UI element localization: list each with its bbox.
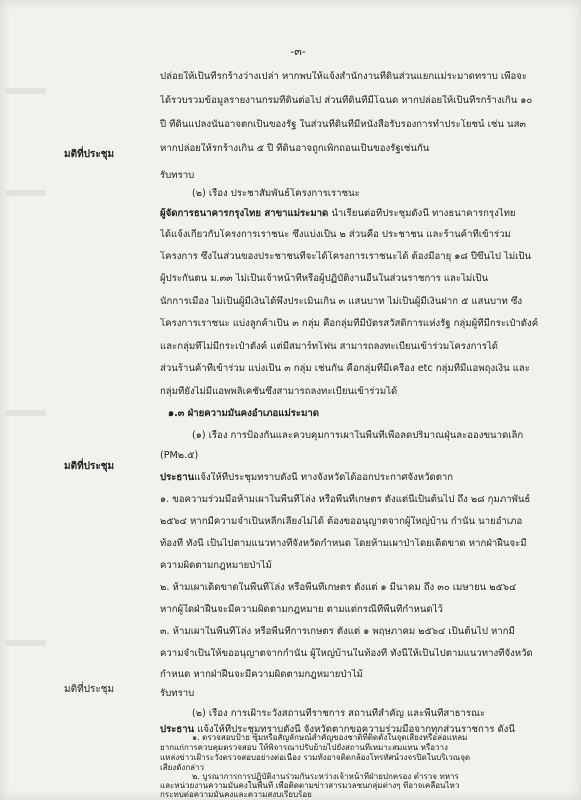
section-heading: ๑.๓ ฝ่ายความมั่นคงอำเภอแม่ระมาด [168, 408, 320, 419]
text-line: (๑) เรื่อง การป้องกันและควบคุมการเผาในพื้นที่เพื่อลดปริมาณฝุ่นละอองขนาดเล็ก [192, 430, 524, 441]
text-span: นำเรียนต่อที่ประชุมดังนี้ ทางธนาคารกรุงไทย [328, 208, 516, 219]
text-line: ท้องที่ ทั้งนี้ เป็นไปตามแนวทางที่จังหวัดกำหนด โดยห้ามเผาป่าโดยเด็ดขาด หากฝ่าฝืนจะมี [160, 538, 527, 549]
text-line: ส่วนร้านค้าที่เข้าร่วม แบ่งเป็น ๓ กลุ่ม เช่นกัน คือกลุ่มที่มีเครื่อง etc กลุ่มที่มีแอพถุงเงิน และ [160, 363, 530, 374]
resolution-label: มติที่ประชุม [64, 149, 115, 160]
bleed-through-mark [6, 410, 46, 416]
text-line: ๓. ห้ามเผาในพื้นที่โล่ง หรือพื้นที่การเกษตร ตั้งแต่ ๑ พฤษภาคม ๒๕๖๔ เป็นต้นไป หากมี [160, 626, 515, 637]
speaker-label: ประธาน [160, 724, 195, 735]
text-line: แหล่งข่าวเฝ้าระวังตรวจสอบอย่างต่อเนื่อง รวมทั้งอาจติดกล้องโทรทัศน์วงจรปิดในบริเวณจุด [160, 753, 471, 762]
text-line: รับทราบ [160, 170, 195, 181]
text-line: ๒. บูรณาการการปฏิบัติงานร่วมกันระหว่างเจ้าหน้าที่ฝ่ายปกครอง ตำรวจ ทหาร [192, 772, 459, 781]
text-line: โครงการเราชนะ แบ่งลูกค้าเป็น ๓ กลุ่ม คือกลุ่มที่มีบัตรสวัสดิการแห่งรัฐ กลุ่มผู้ที่มีกระเป๋าตังค์ [160, 318, 538, 329]
page-number: -๓- [290, 45, 306, 58]
text-line: ความผิดตามกฎหมายป่าไม้ [160, 560, 272, 571]
text-line: ปล่อยให้เป็นที่รกร้างว่างเปล่า หากพบให้แจ้งสำนักงานที่ดินส่วนแยกแม่ระมาดทราบ เพื่อจะ [160, 71, 528, 82]
text-line [160, 472, 538, 484]
text-line: กำหนด หากฝ่าฝืนจะมีความผิดตามกฎหมายป่าไม้ [160, 669, 364, 680]
text-line: ยากแก่การควบคุมตรวจสอบ ให้พิจารณาปรับย้ายไปยังสถานที่เหมาะสมแทน หรือวาง [160, 743, 448, 752]
text-span: แจ้งให้ที่ประชุมทราบดังนี้ ทางจังหวัดได้ออกประกาศจังหวัดตาก [194, 472, 454, 483]
bleed-through-mark [6, 190, 46, 196]
bleed-through-mark [6, 88, 46, 94]
section-heading: (๒) เรื่อง ประชาสัมพันธ์โครงการเราชนะ [192, 188, 360, 199]
text-line: เสี่ยงดังกล่าว [160, 763, 205, 772]
text-span: แจ้งให้ที่ประชุมทราบดังนี้ จังหวัดตากขอความร่วมมือจากทุกส่วนราชการ ดังนี้ [194, 724, 515, 735]
text-line: ๑. ตรวจสอบป้าย ซุ้มหรือสัญลักษณ์สำคัญของชาติที่ติดตั้งในจุดเสี่ยงหรือล่อแหลม [192, 733, 468, 742]
text-line: ปี ที่ดินแปลงนั้นอาจตกเป็นของรัฐ ในส่วนที่ดินที่มีหนังสือรับรองการทำประโยชน์ เช่น นส๓ [160, 119, 526, 130]
resolution-label: มติที่ประชุม [64, 461, 115, 472]
bleed-through-mark [6, 640, 46, 646]
resolution-label: มติที่ประชุม [64, 684, 115, 695]
section-heading: (๒) เรื่อง การเฝ้าระวังสถานที่ราชการ สถานที่สำคัญ และพื้นที่สาธารณะ [192, 708, 486, 719]
text-line: ความจำเป็นให้ขออนุญาตจากกำนัน ผู้ใหญ่บ้านในท้องที่ ทั้งนี้ให้เป็นไปตามแนวทางที่จังหวัด [160, 648, 533, 659]
text-line: ได้รวบรวมข้อมูลรายงานกรมที่ดินต่อไป ส่วนที่ดินที่มีโฉนด หากปล่อยให้เป็นที่รกร้างเกิน ๑๐ [160, 95, 533, 106]
text-line: ๒. ห้ามเผาเด็ดขาดในพื้นที่โล่ง หรือพื้นที่เกษตร ตั้งแต่ ๑ มีนาคม ถึง ๓๐ เมษายน ๒๕๖๔ [160, 582, 517, 593]
text-line: หากปล่อยให้รกร้างเกิน ๕ ปี ที่ดินอาจถูกเพิกถอนเป็นของรัฐเช่นกัน [160, 143, 430, 154]
text-line: ได้แจ้งเกี่ยวกับโครงการเราชนะ ซึ่งแบ่งเป็น ๒ ส่วนคือ ประชาชน และร้านค้าที่เข้าร่วม [160, 229, 511, 240]
text-line: หากผู้ใดฝ่าฝืนจะมีความผิดตามกฎหมาย ตามแต่กรณีที่พื้นที่กำหนดไว้ [160, 604, 443, 615]
text-line [160, 208, 538, 220]
text-line: ๒๕๖๔ หากมีความจำเป็นหลีกเลี่ยงไม่ได้ ต้องขออนุญาตจากผู้ใหญ่บ้าน กำนัน นายอำเภอ [160, 516, 523, 527]
text-line: กระทบต่อความมั่นคงและความสงบเรียบร้อย [160, 790, 312, 799]
speaker-label: ประธาน [160, 472, 195, 483]
text-line: กลุ่มที่ยังไม่มีแอพพลิเคชั่นซึ่งสามารถลงทะเบียนเข้าร่วมได้ [160, 386, 398, 397]
text-line: (PM๒.๕) [160, 450, 199, 461]
speaker-label: ผู้จัดการธนาคารกรุงไทย สาขาแม่ระมาด [160, 208, 329, 219]
text-line: ๑. ขอความร่วมมือห้ามเผาในพื้นที่โล่ง หรือพื้นที่เกษตร ตั้งแต่นี้เป็นต้นไป ถึง ๒๘ กุมภาพันธ์ [160, 494, 531, 505]
text-line: รับทราบ [160, 688, 195, 699]
text-line: โครงการ ซึ่งในส่วนของประชาชนที่จะได้โครงการเราชนะได้ ต้องมีอายุ ๑๘ ปีขึ้นไป ไม่เป็น [160, 251, 532, 262]
text-line: และหน่วยงานความมั่นคงในพื้นที่ เพื่อติดตามข่าวสารมวลชนกลุ่มต่างๆ ที่อาจเคลื่อนไหว [160, 781, 460, 790]
text-line: นักการเมือง ไม่เป็นผู้มีเงินได้พึงประเมินเกิน ๓ แสนบาท ไม่เป็นผู้มีเงินฝาก ๕ แสนบาท ซึ่ง [160, 296, 523, 307]
text-line: ผู้ประกันตน ม.๓๓ ไม่เป็นเจ้าหน้าที่หรือผู้ปฏิบัติงานอื่นในส่วนราชการ และไม่เป็น [160, 273, 489, 284]
text-line: และกลุ่มที่ไม่มีกระเป๋าตังค์ แต่มีสมาร์ทโฟน สามารถลงทะเบียนเข้าร่วมโครงการได้ [160, 341, 499, 352]
